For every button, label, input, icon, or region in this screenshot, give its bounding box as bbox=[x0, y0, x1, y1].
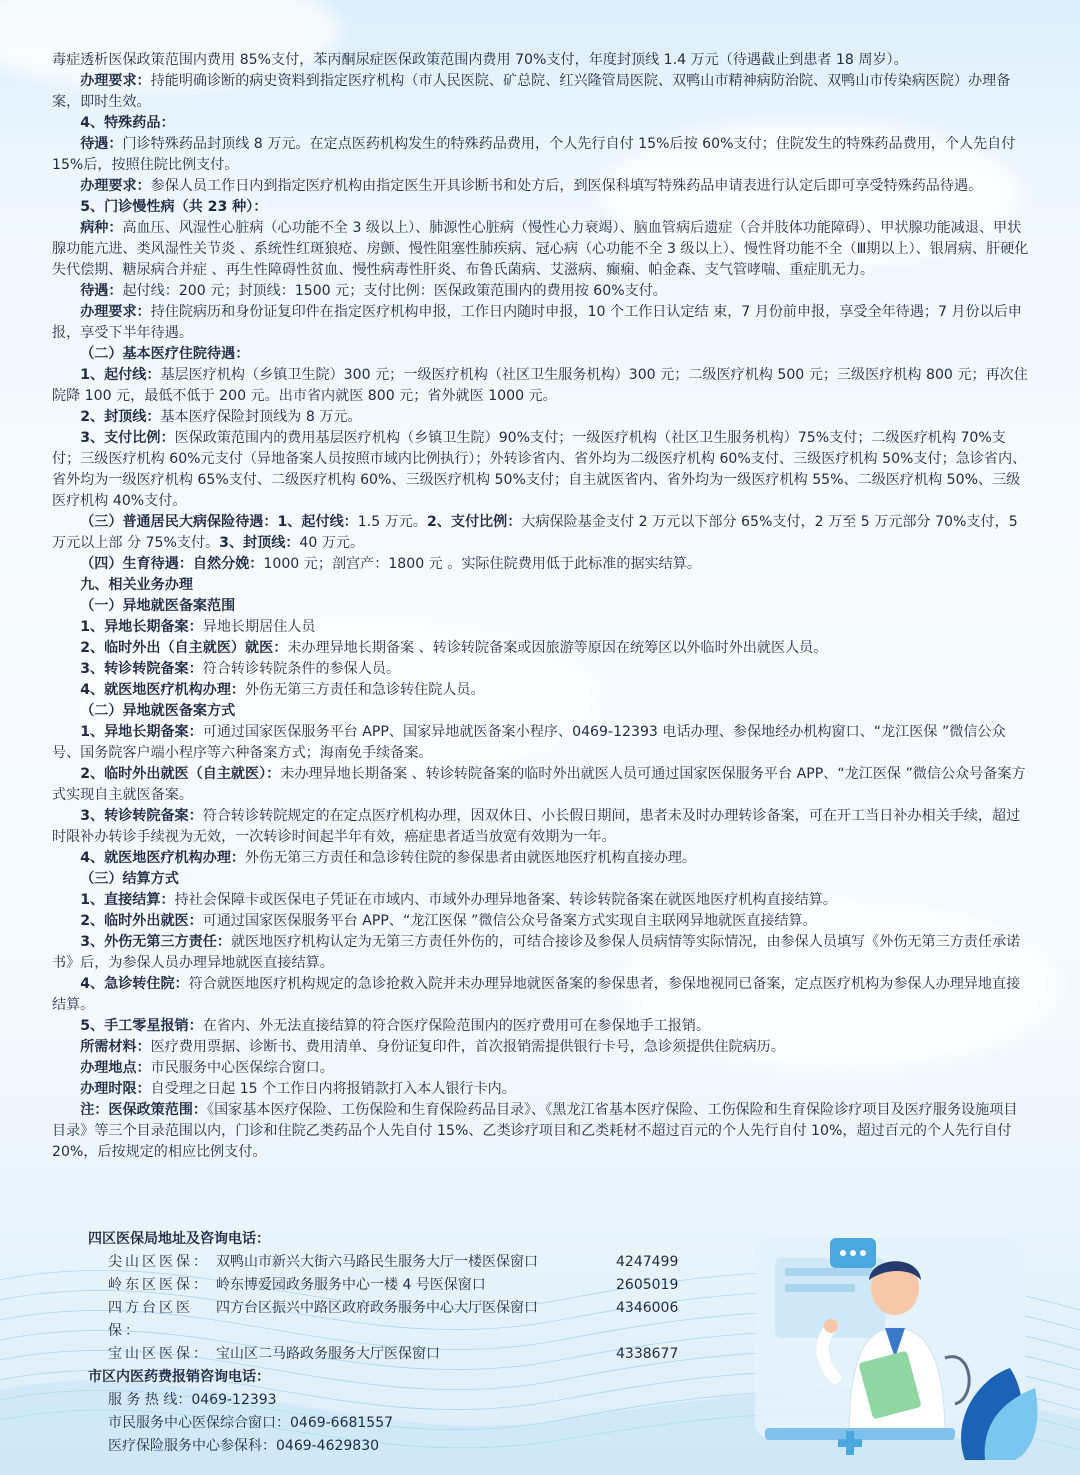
paragraph-label: 注：医保政策范围： bbox=[80, 1102, 208, 1118]
labeled-paragraph bbox=[52, 680, 1030, 701]
paragraph-label: 1、异地长期备案： bbox=[80, 619, 203, 635]
labeled-paragraph bbox=[52, 659, 1030, 680]
paragraph-text: 高血压、风湿性心脏病（心功能不全 3 级以上）、肺源性心脏病（慢性心力衰竭）、脑血管病后遗症（合并肢体功能障碍）、甲状腺功能减退、甲状腺功能亢进、类风湿性关节炎 、系统性红斑狼疮、房颤、慢性阻塞性肺疾病、冠心病（心功能不全 3 级以上）、慢性肾功能不全（Ⅲ期以上）、银屑病、肝硬化失代偿期、糖尿病合并症 、再生性障碍性贫血、慢性病毒性肝炎、布鲁氏菌病、艾滋病、癫痫、帕金森、支气管哮喘、重症肌无力。 bbox=[52, 220, 1029, 278]
labeled-paragraph bbox=[52, 932, 1030, 974]
paragraph-label: 2、临时外出就医（自主就医）： bbox=[80, 766, 281, 782]
paragraph-text: 未办理异地长期备案 、转诊转院备案的临时外出就医人员可通过国家医保服务平台 APP、“龙江医保 ”微信公众号备案方式实现自主就医备案。 bbox=[52, 766, 1026, 803]
paragraph-label: 病种： bbox=[80, 220, 123, 236]
district-contact-row bbox=[88, 1343, 728, 1366]
labeled-paragraph bbox=[52, 1079, 1030, 1100]
paragraph-label: 3、支付比例： bbox=[80, 430, 175, 446]
paragraph-text: 门诊特殊药品封顶线 8 万元。在定点医药机构发生的特殊药品费用，个人先行自付 15%后按 60%支付；住院发生的特殊药品费用，个人先自付 15%后，按照住院比例支付。 bbox=[52, 136, 1016, 173]
district-phone: 2605019 bbox=[616, 1277, 679, 1293]
labeled-paragraph bbox=[52, 71, 1030, 113]
paragraph-text: 起付线：200 元；封顶线：1500 元；支付比例：医保政策范围内的费用按 60%支付。 bbox=[122, 283, 667, 299]
paragraph-text: 大病保险基金支付 2 万元以下部分 65%支付，2 万至 5 万元部分 70%支付，5 万元以上部 分 75%支付。 bbox=[52, 514, 1018, 551]
labeled-paragraph bbox=[52, 428, 1030, 512]
doctor-illustration bbox=[745, 1228, 1045, 1460]
section-heading: （三）结算方式 bbox=[80, 871, 179, 887]
district-phone: 4346006 bbox=[616, 1300, 679, 1316]
paragraph-text: 持社会保障卡或医保电子凭证在市域内、市域外办理异地备案、转诊转院备案在就医地医疗机构直接结算。 bbox=[174, 892, 837, 908]
paragraph-text: 1000 元；剖宫产：1800 元 。实际住院费用低于此标准的据实结算。 bbox=[263, 556, 701, 572]
district-name: 岭东区医保： bbox=[108, 1277, 210, 1293]
paragraph-label: 1、直接结算： bbox=[80, 892, 175, 908]
paragraph-text: 参保人员工作日内到指定医疗机构由指定医生开具诊断书和处方后，到医保科填写特殊药品申请表进行认定后即可享受特殊药品待遇。 bbox=[150, 178, 983, 194]
paragraph-text: 基本医疗保险封顶线为 8 万元。 bbox=[160, 409, 362, 425]
paragraph-text: 持住院病历和身份证复印件在指定医疗机构申报，工作日内随时申报，10 个工作日认定结 束，7 月份前申报，享受全年待遇；7 月份以后申报，享受下半年待遇。 bbox=[52, 304, 1022, 341]
section-heading: 4、特殊药品： bbox=[80, 115, 175, 131]
section-heading: （一）异地就医备案范围 bbox=[80, 598, 236, 614]
labeled-paragraph bbox=[52, 764, 1030, 806]
district-list bbox=[88, 1251, 728, 1366]
paragraph-label: 4、就医地医疗机构办理： bbox=[80, 682, 246, 698]
labeled-paragraph bbox=[52, 365, 1030, 407]
paragraph-label: 4、急诊转住院： bbox=[80, 976, 189, 992]
district-contacts-heading: 四区医保局地址及咨询电话： bbox=[88, 1231, 270, 1247]
paragraph-text: 外伤无第三方责任和急诊转住院的参保患者由就医地医疗机构直接办理。 bbox=[245, 850, 697, 866]
paragraph-text: 未办理异地长期备案 、转诊转院备案或因旅游等原因在统筹区以外临时外出就医人员。 bbox=[287, 640, 828, 656]
section-heading: 5、门诊慢性病（共 23 种）： bbox=[80, 199, 268, 215]
labeled-paragraph bbox=[52, 302, 1030, 344]
paragraph-text: 符合转诊转院条件的参保人员。 bbox=[202, 661, 401, 677]
paragraph-label: 办理地点： bbox=[80, 1060, 151, 1076]
paragraph-text: 异地长期居住人员 bbox=[202, 619, 316, 635]
labeled-paragraph bbox=[52, 281, 1030, 302]
paragraph-label: 3、封顶线： bbox=[219, 535, 300, 551]
paragraph-label: 3、外伤无第三方责任： bbox=[80, 934, 231, 950]
labeled-paragraph bbox=[52, 848, 1030, 869]
rich-paragraph bbox=[52, 512, 1030, 554]
paragraph-label: 1、起付线： bbox=[80, 367, 161, 383]
district-contact-row bbox=[88, 1297, 728, 1343]
labeled-paragraph bbox=[52, 722, 1030, 764]
paragraph-label: 待遇： bbox=[80, 136, 123, 152]
paragraph-text: 1.5 万元。 bbox=[357, 514, 427, 530]
paragraph-label: 2、临时外出就医： bbox=[80, 913, 203, 929]
paragraph-text: 符合就医地医疗机构规定的急诊抢救入院并未办理异地就医备案的参保患者，参保地视同已备案，定点医疗机构为参保人办理异地直接结算。 bbox=[52, 976, 1021, 1013]
district-address: 四方台区振兴中路区政府政务服务中心大厅医保窗口 bbox=[216, 1300, 538, 1316]
paragraph-label: 待遇： bbox=[80, 283, 123, 299]
paragraph-label: 所需材料： bbox=[80, 1039, 151, 1055]
paragraph-text: 可通过国家医保服务平台 APP、国家异地就医备案小程序、0469-12393 电话办理、参保地经办机构窗口、“龙江医保 ”微信公众号、国务院客户端小程序等六种备案方式；海南免手续备案。 bbox=[52, 724, 1006, 761]
paragraph-text: 基层医疗机构（乡镇卫生院）300 元；一级医疗机构（社区卫生服务机构）300 元；二级医疗机构 500 元；三级医疗机构 800 元；再次住院降 100 元，最低不低于 200 元。出市省内就医 800 元；省外就医 1000 元。 bbox=[52, 367, 1028, 404]
contact-section bbox=[88, 1228, 728, 1458]
district-address: 双鸭山市新兴大街六马路民生服务大厅一楼医保窗口 bbox=[216, 1254, 538, 1270]
labeled-paragraph bbox=[52, 911, 1030, 932]
district-name: 宝山区医保： bbox=[108, 1346, 210, 1362]
paragraph: 毒症透析医保政策范围内费用 85%支付，苯丙酮尿症医保政策范围内费用 70%支付，年度封顶线 1.4 万元（待遇截止到患者 18 周岁）。 bbox=[52, 52, 908, 68]
paragraph-text: 40 万元。 bbox=[299, 535, 365, 551]
labeled-paragraph bbox=[52, 176, 1030, 197]
labeled-paragraph bbox=[52, 1058, 1030, 1079]
district-address: 岭东博爱园政务服务中心一楼 4 号医保窗口 bbox=[216, 1277, 486, 1293]
paragraph-text: 持能明确诊断的病史资料到指定医疗机构（市人民医院、矿总院、红兴隆管局医院、双鸭山市精神病防治院、双鸭山市传染病医院）办理备案，即时生效。 bbox=[52, 73, 1011, 110]
paragraph-text: 符合转诊转院规定的在定点医疗机构办理，因双休日、小长假日期间，患者未及时办理转诊备案，可在开工当日补办相关手续，超过时限补办转诊手续视为无效，一次转诊时间起半年有效，癌症患者适当放宽有效期为一年。 bbox=[52, 808, 1021, 845]
paragraph-text: 市民服务中心医保综合窗口。 bbox=[150, 1060, 334, 1076]
paragraph-label: 1、异地长期备案： bbox=[80, 724, 203, 740]
paragraph-label: 办理要求： bbox=[80, 178, 151, 194]
section-heading: （二）基本医疗住院待遇： bbox=[80, 346, 250, 362]
paragraph-text: 医疗费用票据、诊断书、费用清单、身份证复印件，首次报销需提供银行卡号，急诊须提供住院病历。 bbox=[150, 1039, 785, 1055]
district-contact-row bbox=[88, 1274, 728, 1297]
paragraph-text: 《国家基本医疗保险、工伤保险和生育保险药品目录》、《黑龙江省基本医疗保险、工伤保险和生育保险诊疗项目及医疗服务设施项目目录》等三个目录范围以内，门诊和住院乙类药品个人先自付 15%、乙类诊疗项目和乙类耗材不超过百元的个人先行自付 10%，超过百元的个人先行自付 20%，后按规定的相应比例支付。 bbox=[52, 1102, 1018, 1160]
paragraph-text: 就医地医疗机构认定为无第三方责任外伤的，可结合接诊及参保人员病情等实际情况，由参保人员填写《外伤无第三方责任承诺书》后，为参保人员办理异地就医直接结算。 bbox=[52, 934, 1021, 971]
paragraph-label: （四）生育待遇：自然分娩： bbox=[80, 556, 264, 572]
city-hotline-list bbox=[88, 1389, 728, 1458]
paragraph-label: 3、转诊转院备案： bbox=[80, 661, 203, 677]
paragraph-label: 5、手工零星报销： bbox=[80, 1018, 203, 1034]
labeled-paragraph bbox=[52, 134, 1030, 176]
labeled-paragraph bbox=[52, 218, 1030, 281]
labeled-paragraph bbox=[52, 806, 1030, 848]
city-hotline: 服 务 热 线：0469-12393 bbox=[108, 1392, 277, 1408]
labeled-paragraph bbox=[52, 617, 1030, 638]
paragraph-label: 3、转诊转院备案： bbox=[80, 808, 203, 824]
labeled-paragraph bbox=[52, 1100, 1030, 1163]
city-hotline: 医疗保险服务中心参保科：0469-4629830 bbox=[108, 1438, 380, 1454]
labeled-paragraph bbox=[52, 407, 1030, 428]
district-phone: 4247499 bbox=[616, 1254, 679, 1270]
paragraph-label: 2、支付比例： bbox=[426, 514, 522, 530]
paragraph-label: 2、临时外出（自主就医）就医： bbox=[80, 640, 288, 656]
city-contacts-heading: 市区内医药费报销咨询电话： bbox=[88, 1369, 270, 1385]
paragraph-text: 在省内、外无法直接结算的符合医疗保险范围内的医疗费用可在参保地手工报销。 bbox=[202, 1018, 711, 1034]
labeled-paragraph bbox=[52, 1037, 1030, 1058]
section-heading: （二）异地就医备案方式 bbox=[80, 703, 236, 719]
labeled-paragraph bbox=[52, 974, 1030, 1016]
paragraph-text: 可通过国家医保服务平台 APP、“龙江医保 ”微信公众号备案方式实现自主联网异地就医直接结算。 bbox=[202, 913, 817, 929]
policy-content bbox=[52, 50, 1030, 1163]
section-heading: 九、相关业务办理 bbox=[80, 577, 193, 593]
labeled-paragraph bbox=[52, 1016, 1030, 1037]
paragraph-label: （三）普通居民大病保险待遇：1、起付线： bbox=[80, 514, 358, 530]
paragraph-label: 办理时限： bbox=[80, 1081, 151, 1097]
rich-paragraph bbox=[52, 554, 1030, 575]
labeled-paragraph bbox=[52, 638, 1030, 659]
paragraph-label: 办理要求： bbox=[80, 304, 151, 320]
district-name: 尖山区医保： bbox=[108, 1254, 210, 1270]
paragraph-text: 外伤无第三方责任和急诊转住院人员。 bbox=[245, 682, 485, 698]
district-phone: 4338677 bbox=[616, 1346, 679, 1362]
paragraph-text: 医保政策范围内的费用基层医疗机构（乡镇卫生院）90%支付；一级医疗机构（社区卫生服务机构）75%支付；二级医疗机构 70%支付；三级医疗机构 60%元支付（异地备案人员按照市域内比例执行）；外转诊省内、省外均为二级医疗机构 60%支付、三级医疗机构 50%支付；急诊省内、省外均为一级医疗机构 65%支付、二级医疗机构 60%、三级医疗机构 50%支付；自主就医省内、省外均为一级医疗机构 55%、二级医疗机构 50%、三级医疗机构 40%支付。 bbox=[52, 430, 1027, 509]
city-hotline: 市民服务中心医保综合窗口：0469-6681557 bbox=[108, 1415, 394, 1431]
labeled-paragraph bbox=[52, 890, 1030, 911]
district-contact-row bbox=[88, 1251, 728, 1274]
paragraph-text: 自受理之日起 15 个工作日内将报销款打入本人银行卡内。 bbox=[150, 1081, 516, 1097]
district-name: 四方台区医保： bbox=[108, 1300, 193, 1339]
district-address: 宝山区二马路政务服务大厅医保窗口 bbox=[216, 1346, 440, 1362]
paragraph-label: 2、封顶线： bbox=[80, 409, 161, 425]
paragraph-label: 办理要求： bbox=[80, 73, 151, 89]
paragraph-label: 4、就医地医疗机构办理： bbox=[80, 850, 246, 866]
